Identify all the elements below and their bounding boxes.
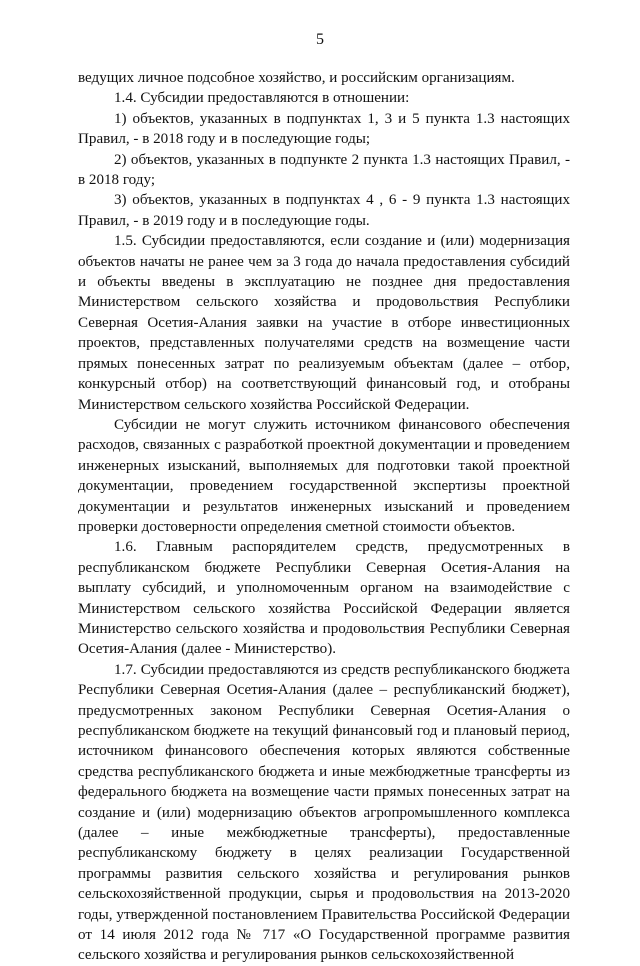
paragraph-1-7: 1.7. Субсидии предоставляются из средств республиканского бюджета Республики Северная Осетия-Алания (далее – республиканский бюджет), предусмотренных законом Республики Северная Осетия-Алания о республиканском бюджете на текущий финансовый год и плановый период, источником финансового обеспечения которых являются собственные средства республиканского бюджета и иные межбюджетные трансферты из федерального бюджета на возмещение части прямых понесенных затрат на создание и (или) модернизацию объектов агропромышленного комплекса (далее – иные межбюджетные трансферты), предоставленные республиканскому бюджету в целях реализации Государственной программы развития сельского хозяйства и регулирования рынков сельскохозяйственной продукции, сырья и продовольствия на 2013-2020 годы, утвержденной постановлением Правительства Российской Федерации от 14 июля 2012 года № 717 «О Государственной программе развития сельского хозяйства и регулирования рынков сельскохозяйственной — [78, 661, 570, 964]
paragraph-1-4-item-3: 3) объектов, указанных в подпунктах 4 , 6 - 9 пункта 1.3 настоящих Правил, - в 2019 году и в последующие годы. — [78, 192, 570, 229]
page-number: 5 — [316, 31, 324, 48]
paragraph-1-5: 1.5. Субсидии предоставляются, если создание и (или) модернизация объектов начаты не ранее чем за 3 года до начала предоставления субсидий и объекты введены в эксплуатацию не позднее дня предоставления Министерством сельского хозяйства и продовольствия Республики Северная Осетия-Алания заявки на участие в отборе инвестиционных проектов, представленных получателями средств на возмещение части прямых понесенных затрат по реализуемым объектам (далее – отбор, конкурсный отбор) на соответствующий финансовый год, и отобраны Министерством сельского хозяйства Российской Федерации. — [78, 233, 570, 413]
paragraph-1-4-item-1: 1) объектов, указанных в подпунктах 1, 3 и 5 пункта 1.3 настоящих Правил, - в 2018 году и в последующие годы; — [78, 110, 570, 148]
paragraph-1-4: 1.4. Субсидии предоставляются в отношении: — [114, 90, 410, 107]
paragraph-continuation: ведущих личное подсобное хозяйство, и российским организациям. — [78, 70, 515, 86]
paragraph-1-6: 1.6. Главным распорядителем средств, предусмотренных в республиканском бюджете Республики Северная Осетия-Алания на выплату субсидий, и уполномоченным органом на взаимодействие с Министерством сельского хозяйства Российской Федерации является Министерство сельского хозяйства и продовольствия Республики Северная Осетия-Алания (далее - Министерство). — [78, 539, 570, 658]
document-body — [78, 68, 570, 966]
paragraph-subsidies-restriction: Субсидии не могут служить источником финансового обеспечения расходов, связанных с разработкой проектной документации и проведением инженерных изысканий, выполняемых для подготовки такой проектной документации, проведением государственной экспертизы проектной документации и результатов инженерных изысканий и проведением проверки достоверности определения сметной стоимости объектов. — [78, 416, 570, 535]
paragraph-1-4-item-2: 2) объектов, указанных в подпункте 2 пункта 1.3 настоящих Правил, - в 2018 году; — [78, 151, 570, 189]
